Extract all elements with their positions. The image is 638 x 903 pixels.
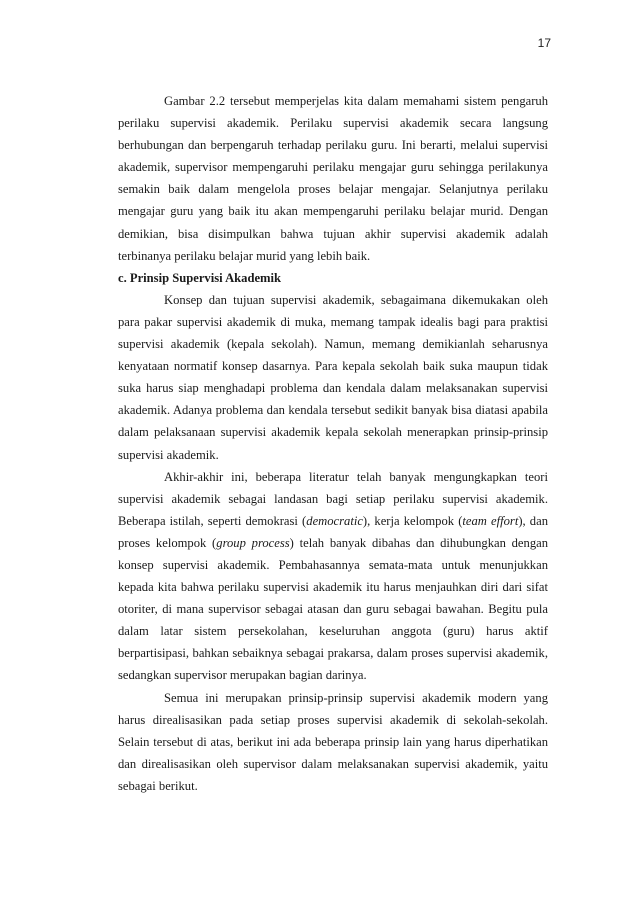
section-heading-prinsip: c. Prinsip Supervisi Akademik xyxy=(118,270,282,285)
text-span: Akhir-akhir ini, beberapa literatur telah banyak mengungkapkan teori supervisi akademik sebagai landasan bagi setiap perilaku supervisi akademik. Beberapa istilah, seperti demokrasi ( xyxy=(118,469,548,528)
text-span: ), kerja kelompok ( xyxy=(362,513,463,528)
text-span: ) telah banyak dibahas dan dihubungkan dengan konsep supervisi akademik. Pembahasannya semata-mata untuk menunjukkan kepada kita bahwa perilaku supervisi akademik itu harus menjauhkan diri dari sifat otoriter, di mana supervisor sebagai atasan dan guru sebagai bawahan. Begitu pula dalam latar sistem persekolahan, keseluruhan anggota (guru) harus aktif berpartisipasi, bahkan sebaiknya sebagai prakarsa, dalam proses supervisi akademik, sedangkan supervisor merupakan bagian darinya. xyxy=(118,535,548,683)
paragraph-konsep-tujuan: Konsep dan tujuan supervisi akademik, sebagaimana dikemukakan oleh para pakar supervisi akademik di muka, memang tampak idealis bagi para praktisi supervisi akademik (kepala sekolah). Namun, memang demikianlah seharusnya kenyataan normatif konsep dasarnya. Para kepala sekolah baik suka maupun tidak suka harus siap menghadapi problema dan kendala dalam melaksanakan supervisi akademik. Adanya problema dan kendala tersebut sedikit banyak bisa diatasi apabila dalam pelaksanaan supervisi akademik kepala sekolah menerapkan prinsip-prinsip supervisi akademik. xyxy=(118,292,548,462)
document-body xyxy=(118,90,548,797)
paragraph-gambar-explanation: Gambar 2.2 tersebut memperjelas kita dalam memahami sistem pengaruh perilaku supervisi akademik. Perilaku supervisi akademik secara langsung berhubungan dan berpengaruh terhadap perilaku guru. Ini berarti, melalui supervisi akademik, supervisor mempengaruhi perilaku mengajar guru sehingga perilakunya semakin baik dalam mengelola proses belajar mengajar. Selanjutnya perilaku mengajar guru yang baik itu akan mempengaruhi perilaku belajar murid. Dengan demikian, bisa disimpulkan bahwa tujuan akhir supervisi akademik adalah terbinanya perilaku belajar murid yang lebih baik. xyxy=(118,94,548,263)
italic-term-team-effort: team effort xyxy=(462,513,519,528)
paragraph-akhir-akhir-ini xyxy=(118,466,548,687)
italic-term-democratic: democratic xyxy=(306,513,363,528)
paragraph-semua-ini: Semua ini merupakan prinsip-prinsip supervisi akademik modern yang harus direalisasikan pada setiap proses supervisi akademik di sekolah-sekolah. Selain tersebut di atas, berikut ini ada beberapa prinsip lain yang harus diperhatikan dan direalisasikan oleh supervisor dalam melaksanakan supervisi akademik, yaitu sebagai berikut. xyxy=(118,690,548,793)
page-number: 17 xyxy=(537,36,551,50)
italic-term-group-process: group process xyxy=(216,535,290,550)
text-span: ), dan proses kelompok ( xyxy=(118,513,548,550)
